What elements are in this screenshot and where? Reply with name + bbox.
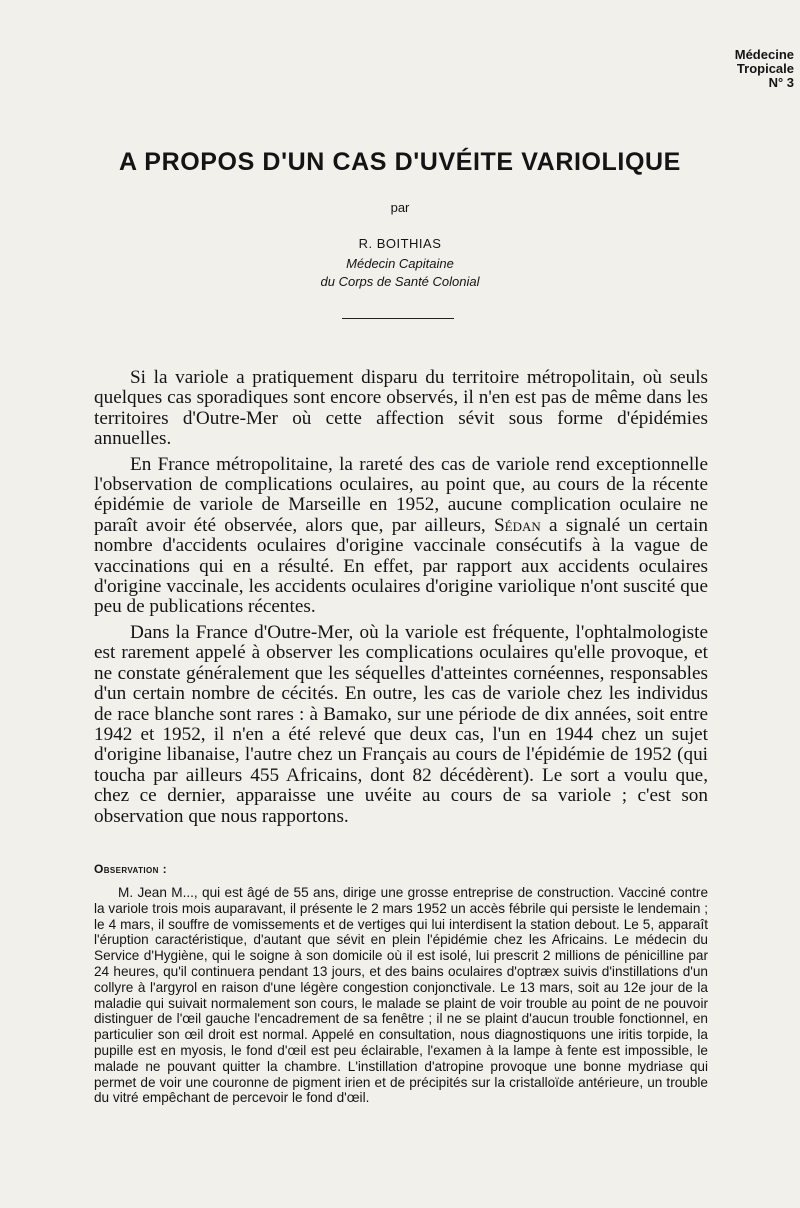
- article-title: A PROPOS D'UN CAS D'UVÉITE VARIOLIQUE: [119, 148, 681, 176]
- author-corps: du Corps de Santé Colonial: [320, 274, 480, 289]
- byline: par: [390, 200, 410, 215]
- article-body: [94, 368, 708, 832]
- separator-rule: [342, 318, 454, 319]
- author-name: R. BOITHIAS: [358, 236, 442, 251]
- observation-text: M. Jean M..., qui est âgé de 55 ans, dirige une grosse entreprise de construction. Vacciné contre la variole trois mois auparavant, il présente le 2 mars 1952 un accès fébrile qui persiste le lendemain ; le 4 mars, il souffre de vomissements et de vertiges qui lui interdisent la station debout. Le 5, apparaît l'éruption caractéristique, d'autant que sévit en plein l'épidémie chez les Africains. Le médecin du Service d'Hygiène, qui le soigne à son domicile où il est isolé, lui prescrit 2 millions de pénicilline par 24 heures, qu'il continuera pendant 13 jours, et des bains oculaires d'optræx suivis d'instillations d'un collyre à l'argyrol en raison d'une légère congestion conjonctivale. Le 13 mars, soit au 12e jour de la maladie qui suivait normalement son cours, le malade se plaint de voir trouble au point de ne pouvoir distinguer de l'œil gauche l'encadrement de sa fenêtre ; il ne se plaint d'aucun trouble fonctionnel, en particulier son œil droit est normal. Appelé en consultation, nous diagnostiquons une iritis torpide, la pupille est en myosis, le fond d'œil est peu éclairable, l'examen à la lampe à fente est impossible, le malade ne pouvant quitter la chambre. L'instillation d'atropine provoque une bonne mydriase qui permet de voir une couronne de pigment irien et de précipités sur la cristalloïde antérieure, un trouble du vitré empêchant de percevoir le fond d'œil.: [94, 885, 708, 1106]
- issue-number: N° 3: [768, 75, 794, 90]
- cited-author: Sédan: [493, 514, 541, 536]
- paragraph-2-part-b: a signalé un certain nombre d'accidents oculaires d'origine vaccinale consécutifs à la vague de vaccinations qui en a résulté. En effet, par rapport aux accidents oculaires d'origine vaccinale, les accidents oculaires d'origine variolique n'ont suscité que peu de publications récentes.: [94, 514, 708, 618]
- paragraph-1: Si la variole a pratiquement disparu du territoire métropolitain, où seuls quelques cas sporadiques sont encore observés, il n'en est pas de même dans les territoires d'Outre-Mer où cette affection sévit sous forme d'épidémies annuelles.: [94, 367, 708, 450]
- journal-corner-label: [674, 48, 794, 90]
- paragraph-2: [94, 455, 708, 618]
- paragraph-2-part-a: En France métropolitaine, la rareté des cas de variole rend exceptionnelle l'observation de complications oculaires, au point que, au cours de la récente épidémie de variole de Marseille en 1952, aucune complication oculaire ne paraît avoir été observée, alors que, par ailleurs,: [94, 453, 708, 536]
- author-rank: Médecin Capitaine: [346, 256, 454, 271]
- observation-section: [94, 885, 708, 1106]
- journal-name-line1: Médecine: [734, 47, 794, 62]
- paragraph-3: Dans la France d'Outre-Mer, où la variole est fréquente, l'ophtalmologiste est rarement appelé à observer les complications oculaires qu'elle provoque, et ne constate généralement que les séquelles d'atteintes cornéennes, responsables d'un certain nombre de cécités. En outre, les cas de variole chez les individus de race blanche sont rares : à Bamako, sur une période de dix années, soit entre 1942 et 1952, il n'en a été relevé que deux cas, l'un en 1944 chez un sujet d'origine libanaise, l'autre chez un Français au cours de l'épidémie de 1952 (qui toucha par ailleurs 455 Africains, dont 82 décédèrent). Le sort a voulu que, chez ce dernier, apparaisse une uvéite au cours de sa variole ; c'est son observation que nous rapportons.: [94, 621, 708, 827]
- journal-name-line2: Tropicale: [736, 61, 794, 76]
- observation-heading: Observation :: [94, 862, 167, 876]
